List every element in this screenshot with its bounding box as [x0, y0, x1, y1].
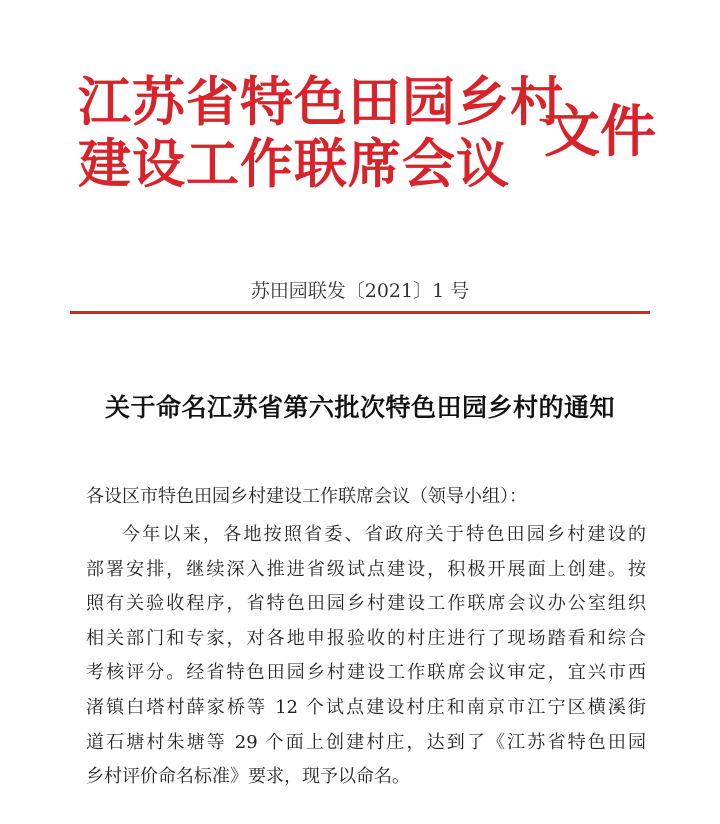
body-paragraph — [86, 518, 646, 795]
salutation: 各设区市特色田园乡村建设工作联席会议（领导小组）： — [86, 486, 527, 507]
body-line: 相关部门和专家，对各地申报验收的村庄进行了现场踏看和综合 — [86, 627, 646, 649]
document-number: 苏田园联发〔2021〕1 号 — [250, 280, 470, 302]
body-line: 道石塘村朱塘等 29 个面上创建村庄，达到了《江苏省特色田园 — [86, 731, 646, 753]
document-type-label: 文件 — [544, 100, 656, 165]
document-title: 关于命名江苏省第六批次特色田园乡村的通知 — [104, 393, 615, 422]
body-line: 考核评分。经省特色田园乡村建设工作联席会议审定，宜兴市西 — [86, 662, 646, 684]
body-line: 今年以来，各地按照省委、省政府关于特色田园乡村建设的 — [122, 524, 646, 545]
body-line: 照有关验收程序，省特色田园乡村建设工作联席会议办公室组织 — [86, 593, 646, 615]
org-name-line-1: 江苏省特色田园乡村 — [78, 72, 564, 133]
document-header — [78, 72, 678, 202]
org-name-line-2: 建设工作联席会议 — [78, 134, 510, 195]
body-line: 渚镇白塔村薛家桥等 12 个试点建设村庄和南京市江宁区横溪街 — [86, 696, 646, 718]
red-divider-line — [70, 311, 650, 314]
body-line: 乡村评价命名标准》要求，现予以命名。 — [86, 766, 410, 788]
issuing-organization — [78, 72, 564, 196]
body-line: 部署安排，继续深入推进省级试点建设，积极开展面上创建。按 — [86, 558, 646, 580]
